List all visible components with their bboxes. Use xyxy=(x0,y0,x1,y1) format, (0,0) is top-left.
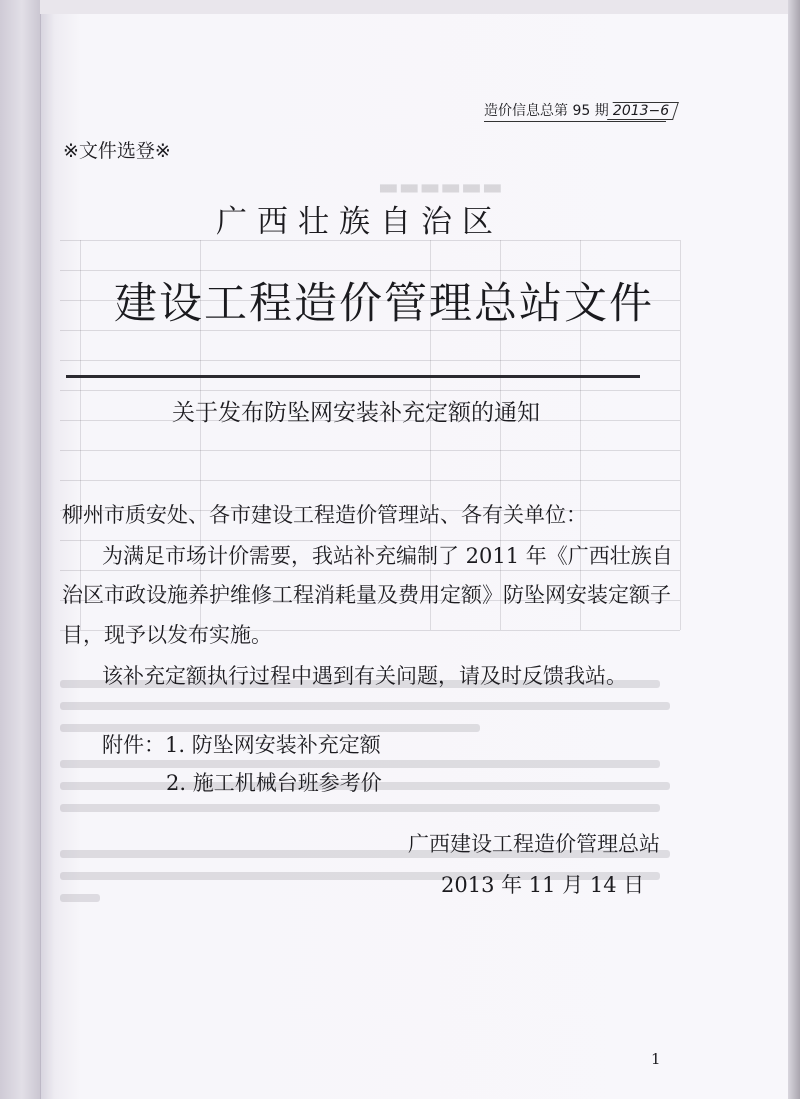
body-line-4: 该补充定额执行过程中遇到有关问题，请及时反馈我站。 xyxy=(102,664,627,688)
organization-heading: 建设工程造价管理总站文件 xyxy=(114,279,654,329)
issue-header xyxy=(484,100,673,120)
body-line-1: 为满足市场计价需要，我站补充编制了 2011 年《广西壮族自 xyxy=(102,544,673,568)
body-line-2: 治区市政设施养护维修工程消耗量及费用定额》防坠网安装定额子 xyxy=(62,583,671,607)
issue-date-box xyxy=(607,102,679,120)
document-select-tag: ※文件选登※ xyxy=(63,140,171,162)
notice-title: 关于发布防坠网安装补充定额的通知 xyxy=(172,400,540,426)
body-line-3: 目，现予以发布实施。 xyxy=(62,623,272,647)
addressee-line: 柳州市质安处、各市建设工程造价管理站、各有关单位： xyxy=(62,503,587,527)
page-right-edge xyxy=(788,0,800,1099)
title-rule xyxy=(66,375,640,378)
issue-date-line: 2013 年 11 月 14 日 xyxy=(441,873,645,897)
page-number: 1 xyxy=(651,1050,661,1068)
bleed-through-heading: ▬▬▬▬▬▬ xyxy=(378,175,503,200)
issuer-signature: 广西建设工程造价管理总站 xyxy=(408,832,660,856)
attachment-1: 附件：1. 防坠网安装补充定额 xyxy=(102,733,381,757)
attachment-2: 2. 施工机械台班参考价 xyxy=(166,771,382,795)
issue-label: 造价信息总第 95 期 xyxy=(484,103,609,119)
header-rule xyxy=(484,121,666,122)
region-heading: 广西壮族自治区 xyxy=(216,204,503,240)
page-binding-edge xyxy=(0,0,40,1099)
issue-date: 2013−6 xyxy=(612,103,669,119)
